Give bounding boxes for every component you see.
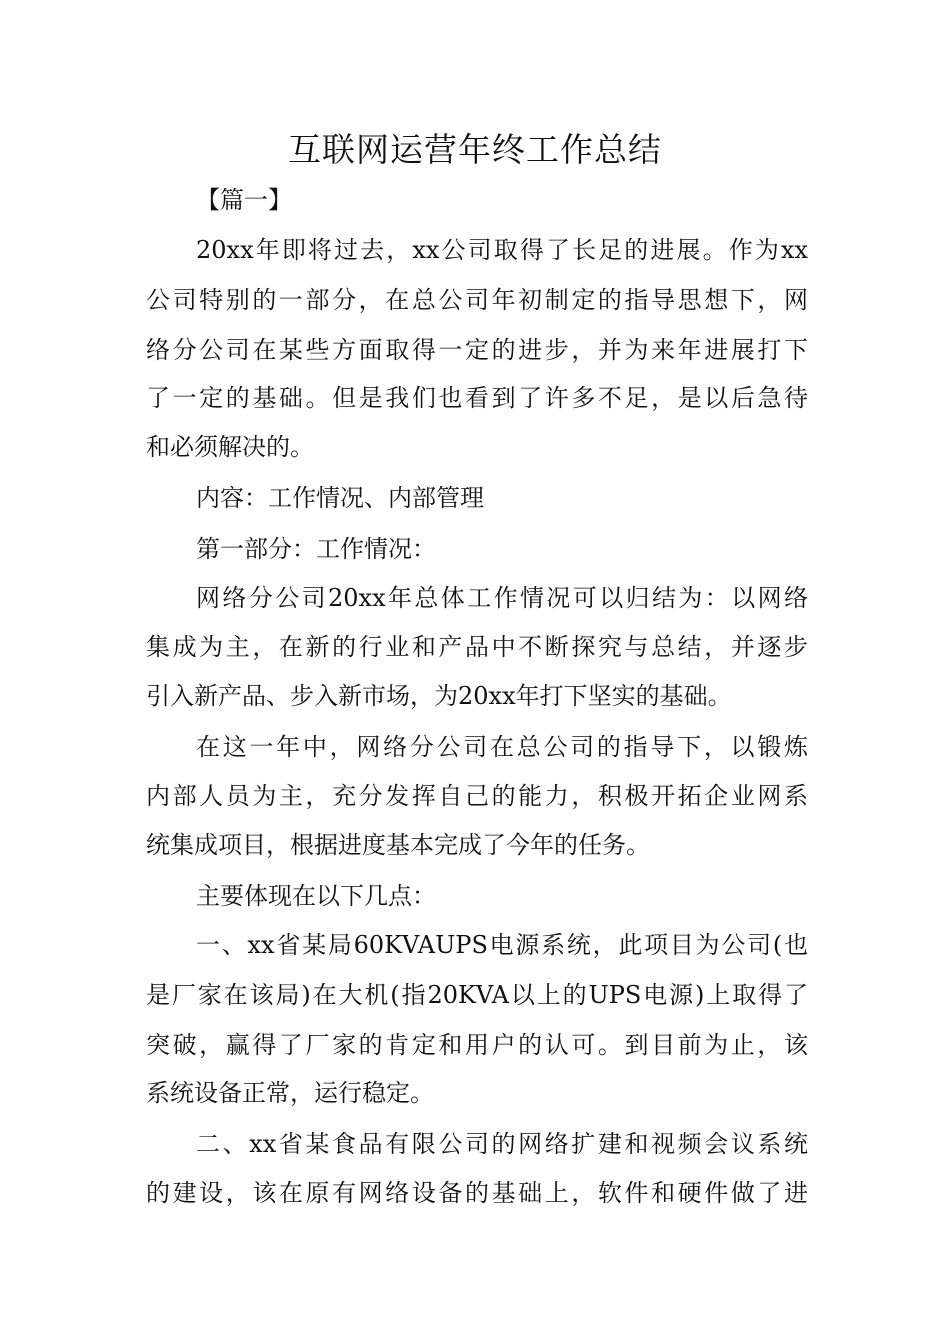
paragraph-line: 了一定的基础。但是我们也看到了许多不足，是以后急待 xyxy=(146,384,808,412)
paragraph-line: 统集成项目，根据进度基本完成了今年的任务。 xyxy=(146,831,650,859)
section-label: 【篇一】 xyxy=(196,186,292,214)
paragraph-line: 和必须解决的。 xyxy=(146,433,314,461)
paragraph-line: 第一部分：工作情况： xyxy=(196,535,436,563)
paragraph-line: 主要体现在以下几点： xyxy=(196,882,436,910)
paragraph-line: 络分公司在某些方面取得一定的进步，并为来年进展打下 xyxy=(146,336,808,364)
paragraph-line: 是厂家在该局)在大机(指20KVA以上的UPS电源)上取得了 xyxy=(146,981,808,1009)
paragraph-line: 20xx年即将过去，xx公司取得了长足的进展。作为xx xyxy=(196,236,808,264)
paragraph-line: 内容：工作情况、内部管理 xyxy=(196,484,484,512)
paragraph-line: 集成为主，在新的行业和产品中不断探究与总结，并逐步 xyxy=(146,633,808,661)
paragraph-line: 公司特别的一部分，在总公司年初制定的指导思想下，网 xyxy=(146,286,808,314)
paragraph-line: 突破，赢得了厂家的肯定和用户的认可。到目前为止，该 xyxy=(146,1031,808,1059)
document-title: 互联网运营年终工作总结 xyxy=(288,130,662,169)
paragraph-line: 内部人员为主，充分发挥自己的能力，积极开拓企业网系 xyxy=(146,782,808,810)
paragraph-line: 一、xx省某局60KVAUPS电源系统，此项目为公司(也 xyxy=(196,931,808,959)
paragraph-line: 系统设备正常，运行稳定。 xyxy=(146,1079,434,1107)
paragraph-line: 的建设，该在原有网络设备的基础上，软件和硬件做了进 xyxy=(146,1179,808,1207)
paragraph-line: 网络分公司20xx年总体工作情况可以归结为：以网络 xyxy=(196,584,808,612)
paragraph-line: 在这一年中，网络分公司在总公司的指导下，以锻炼 xyxy=(196,733,808,761)
paragraph-line: 引入新产品、步入新市场，为20xx年打下坚实的基础。 xyxy=(146,682,732,710)
paragraph-line: 二、xx省某食品有限公司的网络扩建和视频会议系统 xyxy=(196,1130,808,1158)
